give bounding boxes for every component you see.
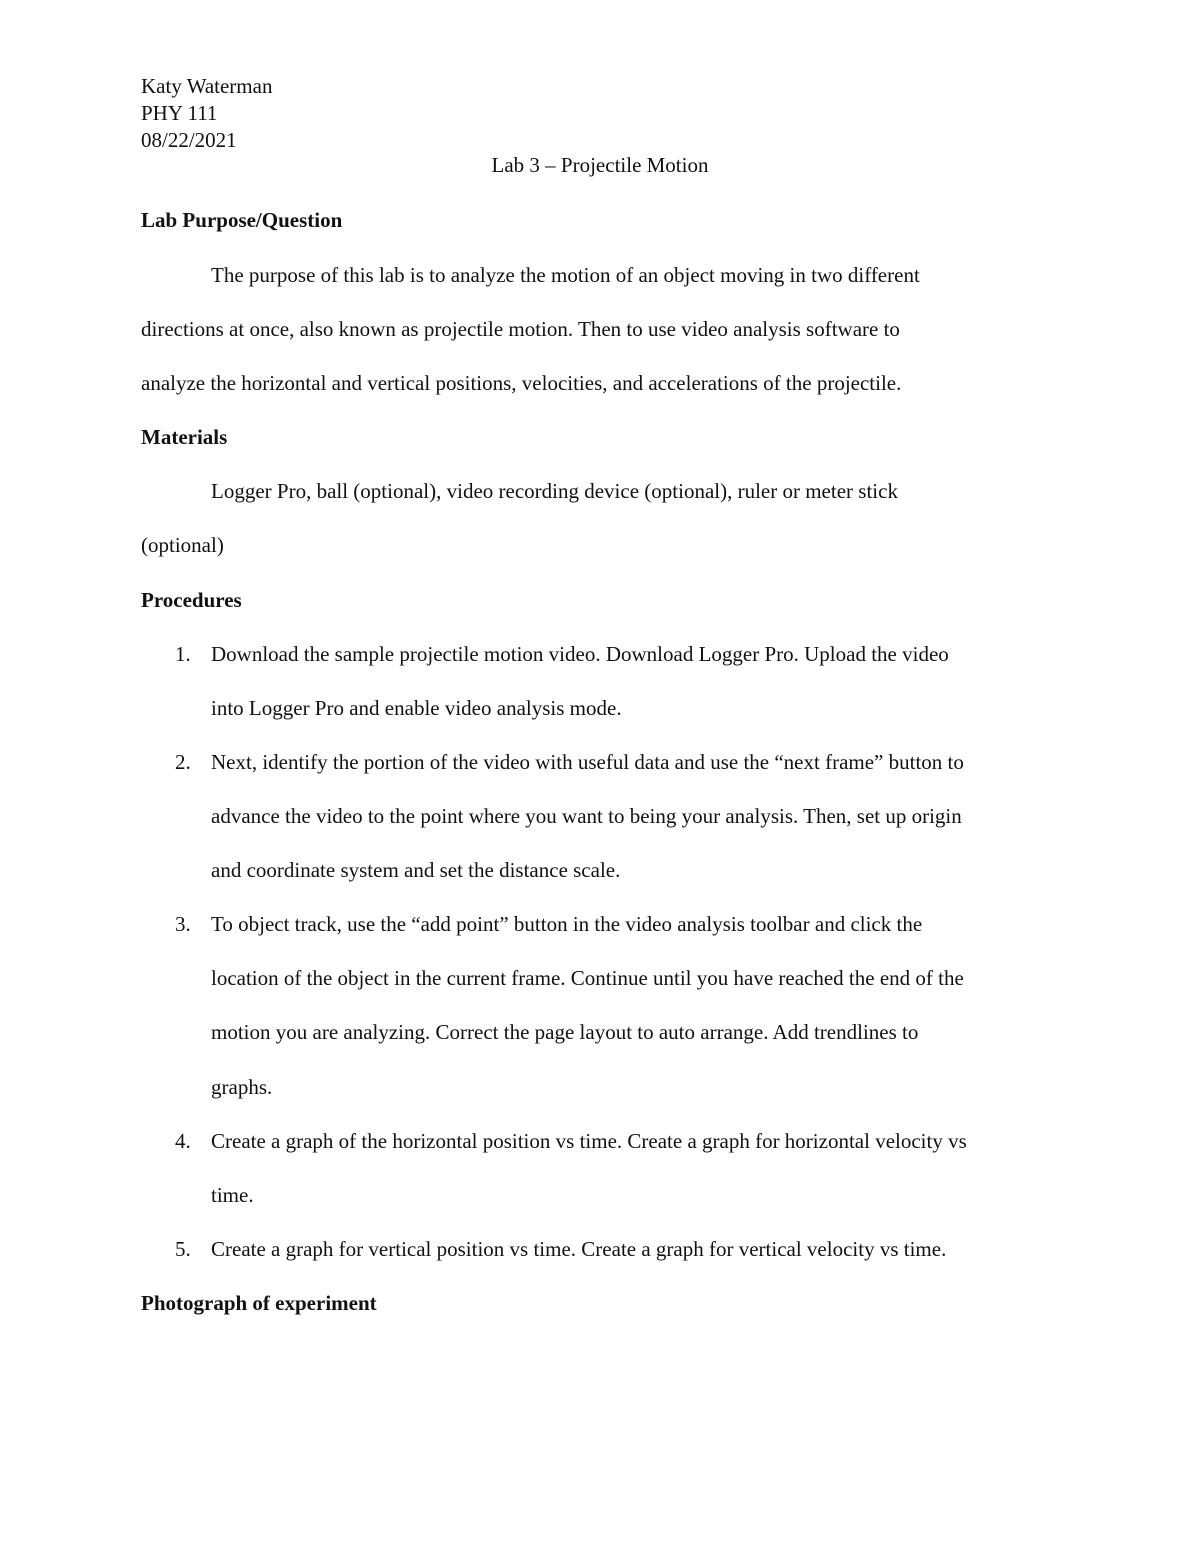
procedure-2-line-1: Next, identify the portion of the video with useful data and use the “next frame” button to: [211, 750, 964, 774]
procedure-1-line-1: Download the sample projectile motion video. Download Logger Pro. Upload the video: [211, 642, 949, 666]
purpose-line-3: analyze the horizontal and vertical positions, velocities, and accelerations of the projectile.: [141, 371, 902, 395]
purpose-line-1: The purpose of this lab is to analyze the motion of an object moving in two different: [211, 263, 920, 287]
document-title: Lab 3 – Projectile Motion: [491, 153, 709, 177]
procedure-2-line-2: advance the video to the point where you want to being your analysis. Then, set up origin: [211, 804, 962, 828]
procedure-3-line-2: location of the object in the current frame. Continue until you have reached the end of the: [211, 966, 964, 990]
procedure-5-line-1: Create a graph for vertical position vs time. Create a graph for vertical velocity vs time.: [211, 1237, 947, 1261]
procedure-number-3: 3.: [175, 912, 191, 936]
procedure-number-4: 4.: [175, 1129, 191, 1153]
photograph-heading: Photograph of experiment: [141, 1291, 377, 1315]
materials-line-1: Logger Pro, ball (optional), video recording device (optional), ruler or meter stick: [211, 479, 898, 503]
procedure-4-line-2: time.: [211, 1183, 254, 1207]
purpose-heading: Lab Purpose/Question: [141, 208, 343, 232]
procedures-heading: Procedures: [141, 588, 242, 612]
date: 08/22/2021: [141, 128, 237, 152]
procedure-3-line-3: motion you are analyzing. Correct the page layout to auto arrange. Add trendlines to: [211, 1020, 919, 1044]
procedure-1-line-2: into Logger Pro and enable video analysis mode.: [211, 696, 622, 720]
procedure-2-line-3: and coordinate system and set the distance scale.: [211, 858, 621, 882]
author-name: Katy Waterman: [141, 74, 273, 98]
purpose-line-2: directions at once, also known as projectile motion. Then to use video analysis software to: [141, 317, 900, 341]
materials-line-2: (optional): [141, 533, 224, 557]
course-code: PHY 111: [141, 101, 218, 125]
procedure-3-line-1: To object track, use the “add point” button in the video analysis toolbar and click the: [211, 912, 923, 936]
procedure-3-line-4: graphs.: [211, 1075, 273, 1099]
materials-heading: Materials: [141, 425, 228, 449]
procedure-number-5: 5.: [175, 1237, 191, 1261]
procedure-number-1: 1.: [175, 642, 191, 666]
procedure-number-2: 2.: [175, 750, 191, 774]
procedure-4-line-1: Create a graph of the horizontal position vs time. Create a graph for horizontal velocity vs: [211, 1129, 967, 1153]
